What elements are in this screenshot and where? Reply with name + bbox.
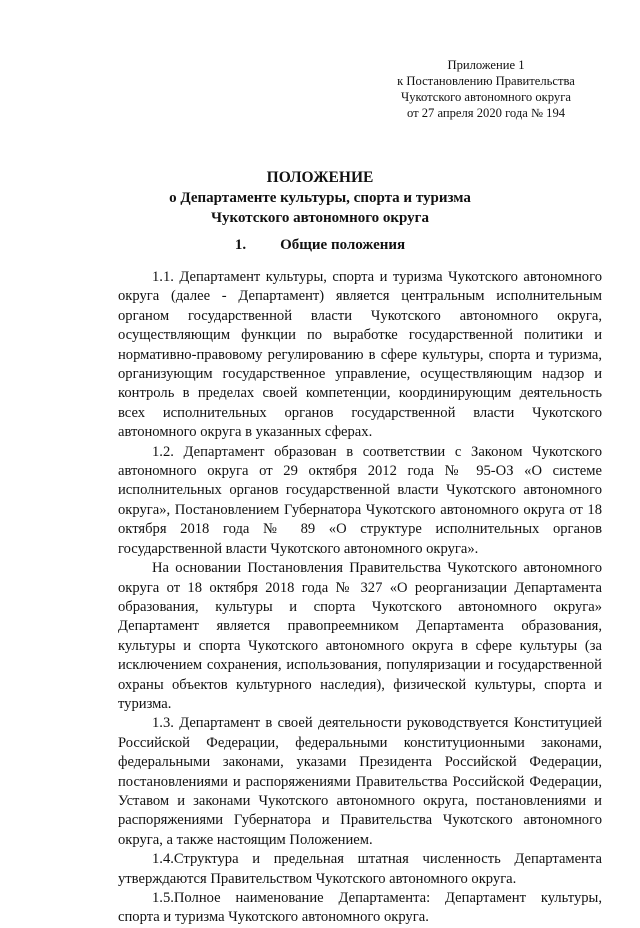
annex-header [376, 57, 596, 121]
section-number: 1. [234, 237, 247, 253]
paragraph: 1.5.Полное наименование Департамента: Департамент культуры, спорта и туризма Чукотского автономного округа. [118, 890, 602, 926]
section-title: Общие положения [280, 237, 406, 253]
document-title [100, 168, 540, 228]
paragraph: 1.2. Департамент образован в соответствии с Законом Чукотского автономного округа от 29 октября 2012 года № 95-ОЗ «О системе исполнительных органов государственной власти Чукотского автономного округа», Постановлением Губернатора Чукотского автономного округа от 18 октября 2018 года № 89 «О структуре исполнительных органов государственной власти Чукотского автономного округа». [118, 443, 602, 557]
paragraph: 1.4.Структура и предельная штатная численность Департамента утверждаются Правительством Чукотского автономного округа. [118, 851, 602, 887]
annex-line: Приложение 1 [447, 58, 525, 72]
document-body [118, 268, 602, 928]
paragraph: На основании Постановления Правительства Чукотского автономного округа от 18 октября 2018 года № 327 «О реорганизации Департамента образования, культуры и спорта Чукотского автономного округа» Департамент является правопреемником Департамента образования, культуры и спорта Чукотского автономного округа в сфере культуры (за исключением сохранения, использования, популяризации и государственной охраны объектов культурного наследия), физической культуры, спорта и туризма. [118, 560, 602, 712]
paragraph: 1.1. Департамент культуры, спорта и туризма Чукотского автономного округа (далее - Департамент) является центральным исполнительным органом государственной власти Чукотского автономного округа, осуществляющим функции по выработке государственной политики и нормативно-правовому регулированию в сфере культуры, спорта и туризма, организующим государственное управление, осуществляющим надзор и контроль в пределах своей компетенции, координирующим деятельность всех исполнительных органов государственной власти Чукотского автономного округа в указанных сферах. [118, 269, 602, 441]
annex-line: от 27 апреля 2020 года № 194 [406, 106, 566, 120]
title-line: Чукотского автономного округа [211, 210, 429, 226]
section-heading [0, 235, 640, 255]
annex-line: Чукотского автономного округа [401, 90, 571, 104]
paragraph: 1.3. Департамент в своей деятельности руководствуется Конституцией Российской Федерации, федеральными конституционными законами, федеральными законами, указами Президента Российской Федерации, постановлениями и распоряжениями Правительства Российской Федерации, Уставом и законами Чукотского автономного округа, постановлениями и распоряжениями Губернатора и Правительства Чукотского автономного округа, а также настоящим Положением. [118, 715, 602, 848]
annex-line: к Постановлению Правительства [397, 74, 575, 88]
title-main: ПОЛОЖЕНИЕ [266, 169, 374, 186]
title-line: о Департаменте культуры, спорта и туризма [169, 190, 471, 206]
